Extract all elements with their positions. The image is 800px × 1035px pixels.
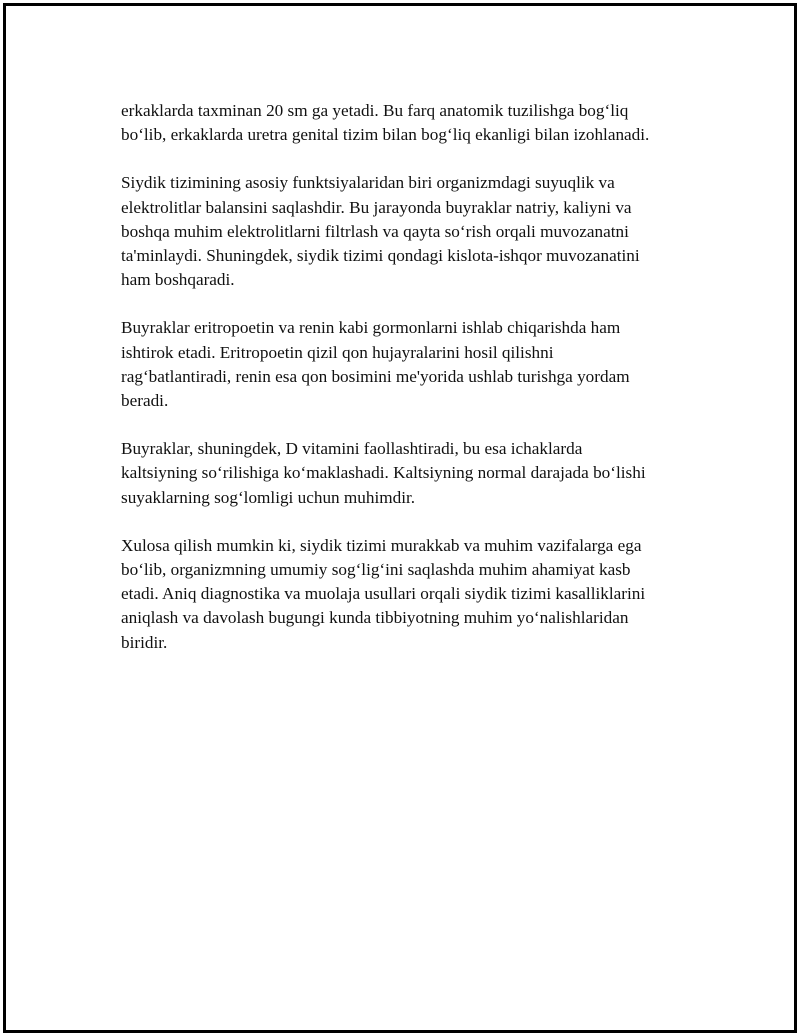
- text-line: Xulosa qilish mumkin ki, siydik tizimi murakkab va muhim vazifalarga ega: [121, 535, 642, 555]
- text-line: ishtirok etadi. Eritropoetin qizil qon hujayralarini hosil qilishni: [121, 342, 554, 362]
- text-line: ta'minlaydi. Shuningdek, siydik tizimi qondagi kislota-ishqor muvozanatini: [121, 246, 640, 266]
- text-line: Buyraklar, shuningdek, D vitamini faollashtiradi, bu esa ichaklarda: [121, 439, 583, 459]
- paragraph-3: [121, 316, 701, 413]
- paragraph-1: [121, 99, 701, 147]
- paragraph-2: [121, 171, 701, 292]
- text-line: etadi. Aniq diagnostika va muolaja usullari orqali siydik tizimi kasalliklarini: [121, 584, 646, 604]
- text-line: Siydik tizimining asosiy funktsiyalaridan biri organizmdagi suyuqlik va: [121, 173, 615, 193]
- text-line: aniqlash va davolash bugungi kunda tibbiyotning muhim yo‘nalishlaridan: [121, 608, 629, 628]
- document-body: [121, 99, 701, 679]
- text-line: ham boshqaradi.: [121, 270, 235, 290]
- text-line: elektrolitlar balansini saqlashdir. Bu jarayonda buyraklar natriy, kaliyni va: [121, 197, 632, 217]
- text-line: bo‘lib, erkaklarda uretra genital tizim bilan bog‘liq ekanligi bilan izohlanadi.: [121, 125, 650, 145]
- text-line: bo‘lib, organizmning umumiy sog‘lig‘ini saqlashda muhim ahamiyat kasb: [121, 560, 631, 580]
- text-line: suyaklarning sog‘lomligi uchun muhimdir.: [121, 487, 416, 507]
- text-line: rag‘batlantiradi, renin esa qon bosimini me'yorida ushlab turishga yordam: [121, 366, 630, 386]
- text-line: boshqa muhim elektrolitlarni filtrlash va qayta so‘rish orqali muvozanatni: [121, 221, 629, 241]
- paragraph-4: [121, 437, 701, 510]
- text-line: erkaklarda taxminan 20 sm ga yetadi. Bu farq anatomik tuzilishga bog‘liq: [121, 101, 629, 120]
- text-line: kaltsiyning so‘rilishiga ko‘maklashadi. Kaltsiyning normal darajada bo‘lishi: [121, 463, 646, 483]
- document-page: [3, 3, 797, 1033]
- text-line: Buyraklar eritropoetin va renin kabi gormonlarni ishlab chiqarishda ham: [121, 318, 621, 338]
- text-line: beradi.: [121, 391, 169, 411]
- paragraph-5: [121, 534, 701, 655]
- text-line: biridir.: [121, 632, 168, 652]
